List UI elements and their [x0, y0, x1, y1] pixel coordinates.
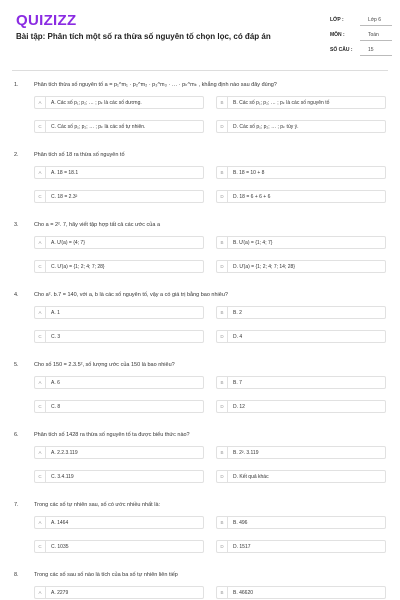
option-text: C. Các số p₁; p₂; … ; pₖ là các số tự nhiên.: [51, 124, 146, 130]
question-text: Cho số 150 = 2.3.5², số lượng ước của 150 là bao nhiêu?: [34, 362, 175, 368]
option-text: D. 1517: [233, 544, 251, 550]
option-c[interactable]: [34, 470, 204, 483]
question-text: Cho a². b.7 = 140, với a, b là các số nguyên tố, vậy a có giá trị bằng bao nhiêu?: [34, 292, 228, 298]
option-letter: C: [35, 121, 46, 132]
option-text: B. Các số p₁; p₂; … ; pₖ là các số nguyên tố: [233, 100, 330, 106]
option-letter: C: [35, 401, 46, 412]
option-c[interactable]: [34, 260, 204, 273]
option-letter: C: [35, 331, 46, 342]
option-text: A. 1: [51, 310, 60, 316]
option-text: C. Ư(a) = {1; 2; 4; 7; 28}: [51, 264, 105, 270]
option-b[interactable]: [216, 166, 386, 179]
option-a[interactable]: [34, 96, 204, 109]
option-letter: B: [217, 587, 228, 598]
question-2: [0, 152, 400, 222]
option-letter: A: [35, 377, 46, 388]
option-a[interactable]: [34, 586, 204, 599]
question-number: 5.: [14, 362, 19, 368]
option-text: B. 2: [233, 310, 242, 316]
question-text: Trong các số tự nhiên sau, số có ước nhiều nhất là:: [34, 502, 161, 508]
option-text: C. 18 = 2.3²: [51, 194, 78, 200]
option-letter: A: [35, 237, 46, 248]
option-letter: C: [35, 261, 46, 272]
question-8: [0, 572, 400, 600]
option-text: A. 1464: [51, 520, 69, 526]
question-text: Cho a = 2². 7, hãy viết tập hợp tất cả các ước của a: [34, 222, 161, 228]
option-letter: A: [35, 517, 46, 528]
option-c[interactable]: [34, 400, 204, 413]
option-text: C. 1035: [51, 544, 69, 550]
option-c[interactable]: [34, 190, 204, 203]
option-letter: B: [217, 167, 228, 178]
worksheet-title: Bài tập: Phân tích một số ra thừa số nguyên tố chọn lọc, có đáp án: [16, 32, 271, 41]
option-text: B. Ư(a) = {1; 4; 7}: [233, 240, 273, 246]
option-letter: D: [217, 191, 228, 202]
meta-key: LỚP :: [330, 17, 344, 23]
option-a[interactable]: [34, 306, 204, 319]
option-b[interactable]: [216, 96, 386, 109]
option-a[interactable]: [34, 516, 204, 529]
option-d[interactable]: [216, 330, 386, 343]
worksheet-header: [0, 0, 400, 70]
option-text: D. Kết quả khác: [233, 474, 269, 480]
option-text: C. 3.4.119: [51, 474, 74, 480]
option-letter: D: [217, 541, 228, 552]
option-text: C. 3: [51, 334, 61, 340]
question-5: [0, 362, 400, 432]
option-b[interactable]: [216, 376, 386, 389]
option-text: B. 496: [233, 520, 248, 526]
option-d[interactable]: [216, 190, 386, 203]
option-a[interactable]: [34, 446, 204, 459]
option-text: B. 18 = 10 + 8: [233, 170, 265, 176]
question-7: [0, 502, 400, 572]
option-letter: A: [35, 587, 46, 598]
option-a[interactable]: [34, 166, 204, 179]
option-letter: D: [217, 471, 228, 482]
question-text: Trong các số sau số nào là tích của ba số tự nhiên liên tiếp: [34, 572, 178, 578]
option-text: D. Các số p₁; p₂; … ; pₖ tùy ý.: [233, 124, 299, 130]
option-letter: A: [35, 307, 46, 318]
option-letter: D: [217, 121, 228, 132]
option-letter: B: [217, 307, 228, 318]
option-letter: A: [35, 447, 46, 458]
worksheet-meta: [330, 14, 392, 59]
option-letter: B: [217, 237, 228, 248]
meta-value: 15: [360, 44, 392, 56]
option-text: A. Ư(a) = {4; 7}: [51, 240, 85, 246]
quizizz-logo: QUIZIZZ: [16, 12, 77, 29]
option-text: B. 7: [233, 380, 242, 386]
option-c[interactable]: [34, 330, 204, 343]
option-letter: B: [217, 97, 228, 108]
option-d[interactable]: [216, 120, 386, 133]
question-number: 2.: [14, 152, 19, 158]
question-1: [0, 82, 400, 152]
question-number: 8.: [14, 572, 19, 578]
option-text: A. Các số p₁; p₂; … ; pₖ là các số dương.: [51, 100, 142, 106]
option-text: B. 2². 3.119: [233, 450, 259, 456]
option-c[interactable]: [34, 120, 204, 133]
option-letter: A: [35, 167, 46, 178]
meta-row-class: [330, 14, 392, 29]
option-a[interactable]: [34, 236, 204, 249]
question-number: 3.: [14, 222, 19, 228]
meta-key: SỐ CÂU :: [330, 47, 353, 53]
option-text: D. 4: [233, 334, 243, 340]
question-number: 4.: [14, 292, 19, 298]
option-text: D. 18 = 6 + 6 + 6: [233, 194, 271, 200]
meta-value: Toán: [360, 29, 392, 41]
question-3: [0, 222, 400, 292]
option-letter: B: [217, 517, 228, 528]
question-text: Phân tích số 18 ra thừa số nguyên tố: [34, 152, 125, 158]
option-b[interactable]: [216, 516, 386, 529]
option-letter: C: [35, 471, 46, 482]
option-d[interactable]: [216, 400, 386, 413]
option-letter: D: [217, 331, 228, 342]
option-c[interactable]: [34, 540, 204, 553]
option-text: A. 18 = 18.1: [51, 170, 79, 176]
option-a[interactable]: [34, 376, 204, 389]
option-b[interactable]: [216, 586, 386, 599]
question-4: [0, 292, 400, 362]
option-letter: C: [35, 191, 46, 202]
option-text: A. 2.2.3.119: [51, 450, 78, 456]
option-letter: C: [35, 541, 46, 552]
question-number: 1.: [14, 82, 19, 88]
header-divider: [12, 70, 388, 71]
option-text: D. Ư(a) = {1; 2; 4; 7; 14; 28}: [233, 264, 295, 270]
option-b[interactable]: [216, 306, 386, 319]
option-text: A. 6: [51, 380, 60, 386]
option-d[interactable]: [216, 470, 386, 483]
question-number: 7.: [14, 502, 19, 508]
option-text: A. 2279: [51, 590, 69, 596]
option-text: D. 12: [233, 404, 245, 410]
option-letter: D: [217, 401, 228, 412]
option-letter: B: [217, 377, 228, 388]
option-text: B. 46620: [233, 590, 254, 596]
question-text: Phân tích số 1428 ra thừa số nguyên tố ta được biểu thức nào?: [34, 432, 190, 438]
option-letter: B: [217, 447, 228, 458]
option-b[interactable]: [216, 236, 386, 249]
option-b[interactable]: [216, 446, 386, 459]
meta-key: MÔN :: [330, 32, 345, 38]
meta-row-subject: [330, 29, 392, 44]
question-number: 6.: [14, 432, 19, 438]
option-d[interactable]: [216, 260, 386, 273]
meta-row-count: [330, 44, 392, 59]
option-d[interactable]: [216, 540, 386, 553]
option-letter: A: [35, 97, 46, 108]
option-letter: D: [217, 261, 228, 272]
question-text: Phân tích thừa số nguyên tố a = p₁^m₁ · p₂^m₂ · p₃^m₃ · … · pₖ^mₖ , khẳng định nào sau đây đúng?: [34, 82, 277, 88]
option-text: C. 8: [51, 404, 61, 410]
meta-value: Lớp 6: [360, 14, 392, 26]
question-6: [0, 432, 400, 502]
